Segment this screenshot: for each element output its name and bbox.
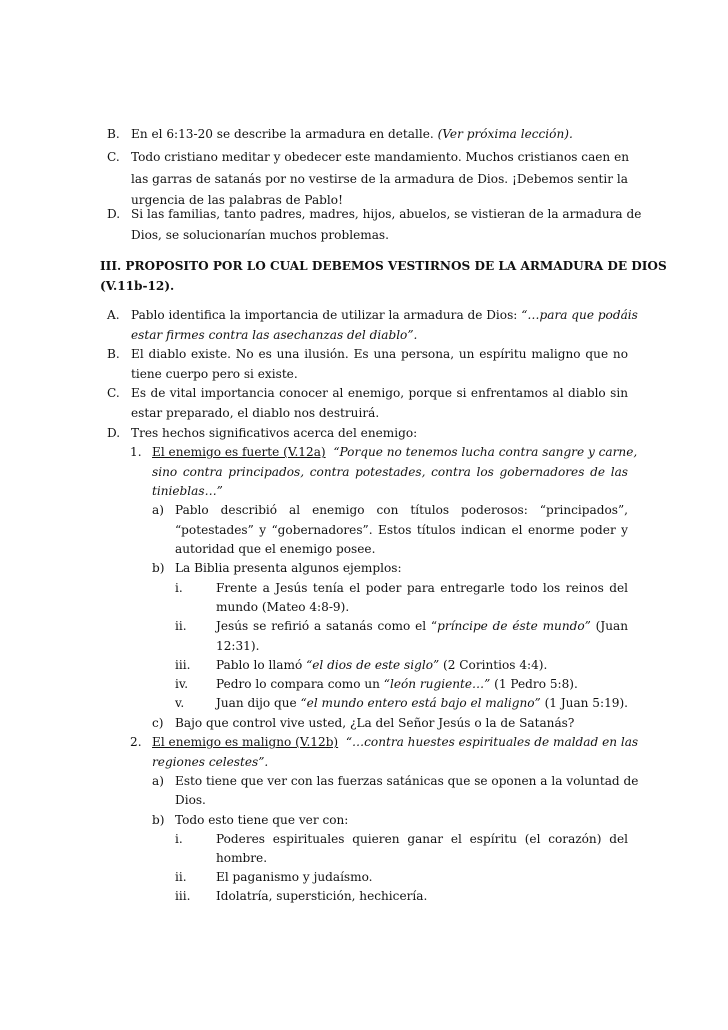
point-title: El enemigo es maligno (V.12b) (152, 735, 339, 749)
item-marker: a) (152, 774, 164, 788)
item-marker: C. (107, 386, 120, 400)
paragraph-line: Todo esto tiene que ver con: (175, 813, 349, 827)
paragraph-line: tinieblas…” (152, 484, 223, 498)
item-marker: C. (107, 150, 120, 164)
paragraph-line: Pablo lo llamó “el dios de este siglo” (2 Corintios 4:4). (216, 658, 548, 672)
paragraph-line: Juan dijo que “el mundo entero está bajo el maligno” (1 Juan 5:19). (216, 696, 629, 710)
paragraph-line: 12:31). (216, 639, 260, 653)
item-marker: A. (107, 308, 120, 322)
paragraph-line: mundo (Mateo 4:8-9). (216, 600, 350, 614)
item-marker: D. (107, 426, 121, 440)
paragraph-line: El diablo existe. No es una ilusión. Es una persona, un espíritu maligno que no (131, 347, 628, 361)
paragraph-line: Pablo identifica la importancia de utilizar la armadura de Dios: “…para que podáis (131, 308, 638, 322)
item-marker: b) (152, 561, 165, 575)
paragraph-line: El paganismo y judaísmo. (216, 870, 373, 884)
item-marker: i. (175, 581, 183, 595)
paragraph-line: El enemigo es maligno (V.12b) “…contra huestes espirituales de maldad en las (152, 735, 639, 749)
paragraph-line: autoridad que el enemigo posee. (175, 542, 376, 556)
paragraph-line: Frente a Jesús tenía el poder para entregarle todo los reinos del (216, 581, 628, 595)
paragraph-line: Esto tiene que ver con las fuerzas satánicas que se oponen a la voluntad de (175, 774, 639, 788)
paragraph-line: urgencia de las palabras de Pablo! (131, 193, 343, 207)
paragraph-line: Bajo que control vive usted, ¿La del Señor Jesús o la de Satanás? (175, 716, 575, 730)
item-marker: B. (107, 347, 120, 361)
section-heading: (V.11b-12). (100, 279, 175, 293)
paragraph-line: Todo cristiano meditar y obedecer este mandamiento. Muchos cristianos caen en (131, 150, 630, 164)
paragraph-line: tiene cuerpo pero si existe. (131, 367, 298, 381)
item-marker: a) (152, 503, 164, 517)
paragraph-line: estar firmes contra las asechanzas del diablo”. (131, 328, 418, 342)
paragraph-line: regiones celestes”. (152, 755, 269, 769)
paragraph-line: Es de vital importancia conocer al enemigo, porque si enfrentamos al diablo sin (131, 386, 628, 400)
paragraph-line: Dios, se solucionarían muchos problemas. (131, 228, 389, 242)
item-marker: 2. (130, 735, 142, 749)
paragraph-line: Pablo describió al enemigo con títulos poderosos: “principados”, (175, 503, 628, 517)
paragraph-line: “potestades” y “gobernadores”. Estos títulos indican el enorme poder y (175, 523, 628, 537)
item-marker: B. (107, 127, 120, 141)
paragraph-line: hombre. (216, 851, 268, 865)
paragraph-line: Dios. (175, 793, 206, 807)
paragraph-line: El enemigo es fuerte (V.12a) “Porque no tenemos lucha contra sangre y carne, (152, 445, 638, 459)
item-marker: ii. (175, 619, 187, 633)
paragraph-line: En el 6:13-20 se describe la armadura en detalle. (Ver próxima lección). (131, 127, 573, 141)
item-marker: b) (152, 813, 165, 827)
paragraph-line: las garras de satanás por no vestirse de la armadura de Dios. ¡Debemos sentir la (131, 172, 628, 186)
point-title: El enemigo es fuerte (V.12a) (152, 445, 326, 459)
paragraph-line: Poderes espirituales quieren ganar el espíritu (el corazón) del (216, 832, 628, 846)
item-marker: ii. (175, 870, 187, 884)
item-marker: i. (175, 832, 183, 846)
item-marker: iv. (175, 677, 189, 691)
item-marker: v. (175, 696, 185, 710)
item-marker: 1. (130, 445, 142, 459)
paragraph-line: Jesús se refirió a satanás como el “príncipe de éste mundo” (Juan (216, 619, 628, 633)
item-marker: iii. (175, 658, 191, 672)
paragraph-line: estar preparado, el diablo nos destruirá. (131, 406, 380, 420)
paragraph-line: Tres hechos significativos acerca del enemigo: (131, 426, 418, 440)
paragraph-line: Si las familias, tanto padres, madres, hijos, abuelos, se vistieran de la armadura de (131, 207, 642, 221)
paragraph-line: sino contra principados, contra potestades, contra los gobernadores de las (152, 465, 628, 479)
item-marker: c) (152, 716, 164, 730)
item-marker: D. (107, 207, 121, 221)
item-marker: iii. (175, 889, 191, 903)
section-heading: III. PROPOSITO POR LO CUAL DEBEMOS VESTIRNOS DE LA ARMADURA DE DIOS (100, 259, 667, 273)
note-text: (Ver próxima lección). (437, 127, 573, 141)
paragraph-line: Idolatría, superstición, hechicería. (216, 889, 428, 903)
paragraph-line: La Biblia presenta algunos ejemplos: (175, 561, 402, 575)
paragraph-line: Pedro lo compara como un “león rugiente…” (1 Pedro 5:8). (216, 677, 578, 691)
